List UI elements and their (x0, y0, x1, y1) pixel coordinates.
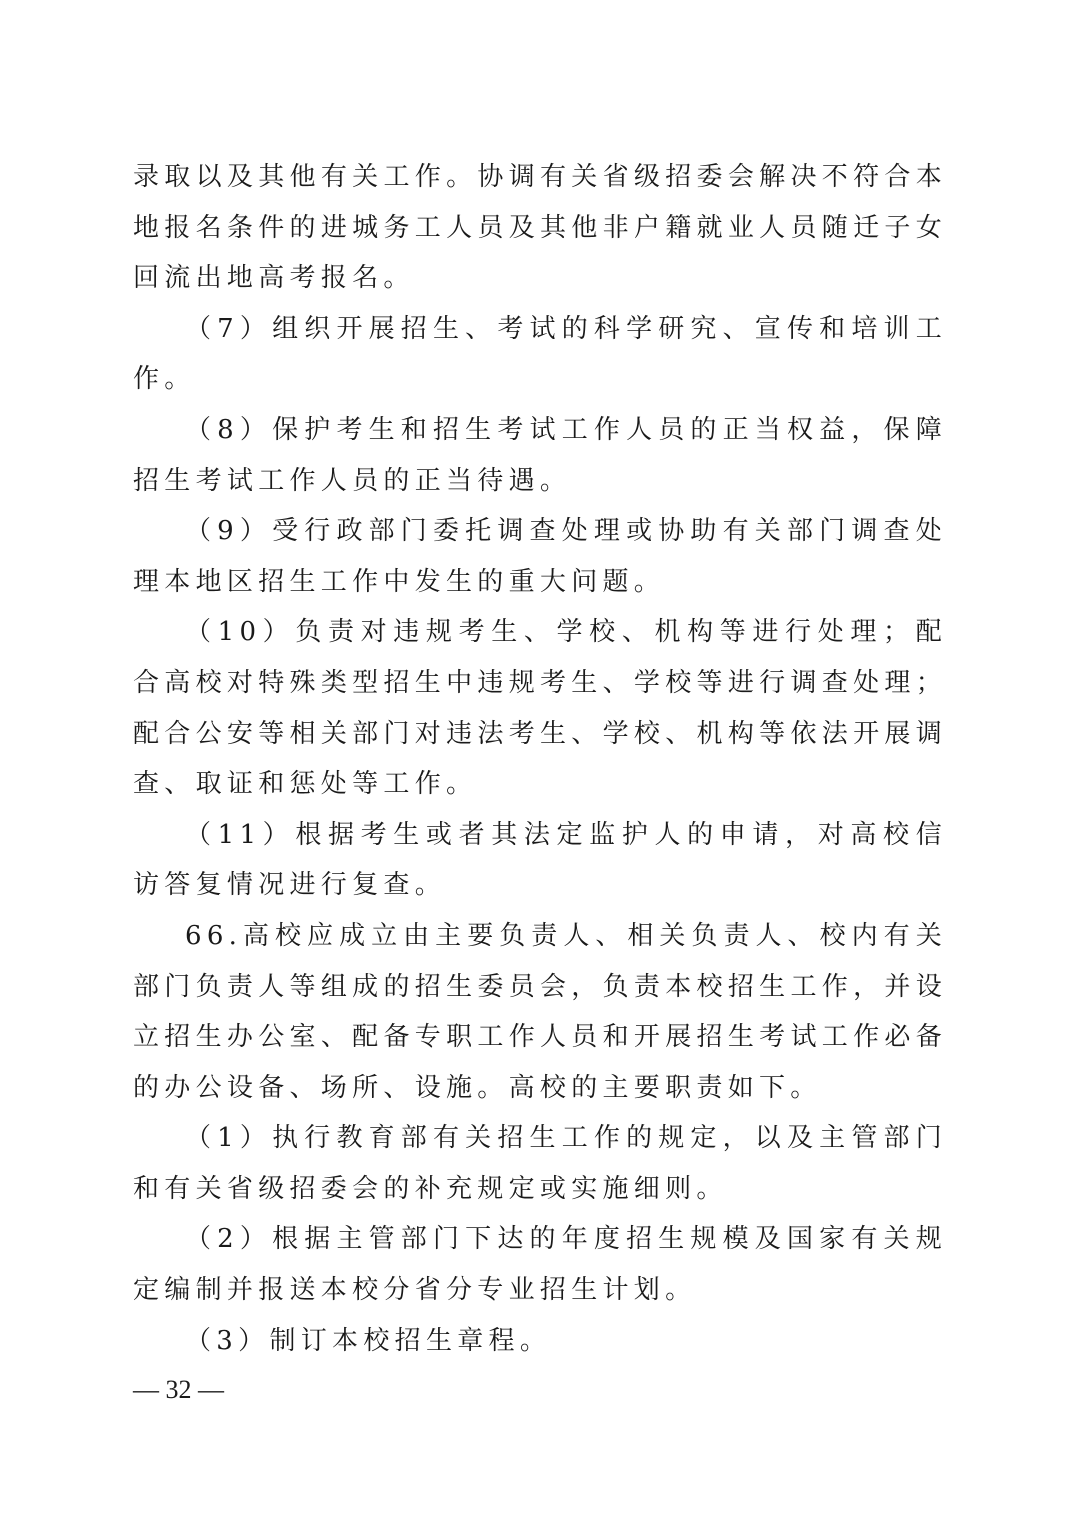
paragraph: （9）受行政部门委托调查处理或协助有关部门调查处理本地区招生工作中发生的重大问题。 (133, 516, 947, 597)
paragraph: （3）制订本校招生章程。 (185, 1325, 552, 1356)
paragraph: （11）根据考生或者其法定监护人的申请，对高校信访答复情况进行复查。 (133, 819, 947, 901)
paragraph: 66.高校应成立由主要负责人、相关负责人、校内有关部门负责人等组成的招生委员会，负责本校招生工作，并设立招生办公室、配备专职工作人员和开展招生考试工作必备的办公设备、场所、设施。高校的主要职责如下。 (133, 920, 947, 1103)
paragraph: （2）根据主管部门下达的年度招生规模及国家有关规定编制并报送本校分省分专业招生计划。 (133, 1224, 947, 1306)
paragraph: 录取以及其他有关工作。协调有关省级招委会解决不符合本地报名条件的进城务工人员及其他非户籍就业人员随迁子女回流出地高考报名。 (133, 162, 947, 294)
paragraph: （8）保护考生和招生考试工作人员的正当权益，保障招生考试工作人员的正当待遇。 (133, 414, 947, 496)
paragraph: （1）执行教育部有关招生工作的规定，以及主管部门和有关省级招委会的补充规定或实施细则。 (133, 1123, 947, 1204)
body-text (133, 152, 947, 1366)
paragraph: （7）组织开展招生、考试的科学研究、宣传和培训工作。 (133, 313, 947, 395)
paragraph: （10）负责对违规考生、学校、机构等进行处理；配合高校对特殊类型招生中违规考生、学校等进行调查处理；配合公安等相关部门对违法考生、学校、机构等依法开展调查、取证和惩处等工作。 (133, 617, 947, 800)
page-number: — 32 — (133, 1375, 224, 1404)
